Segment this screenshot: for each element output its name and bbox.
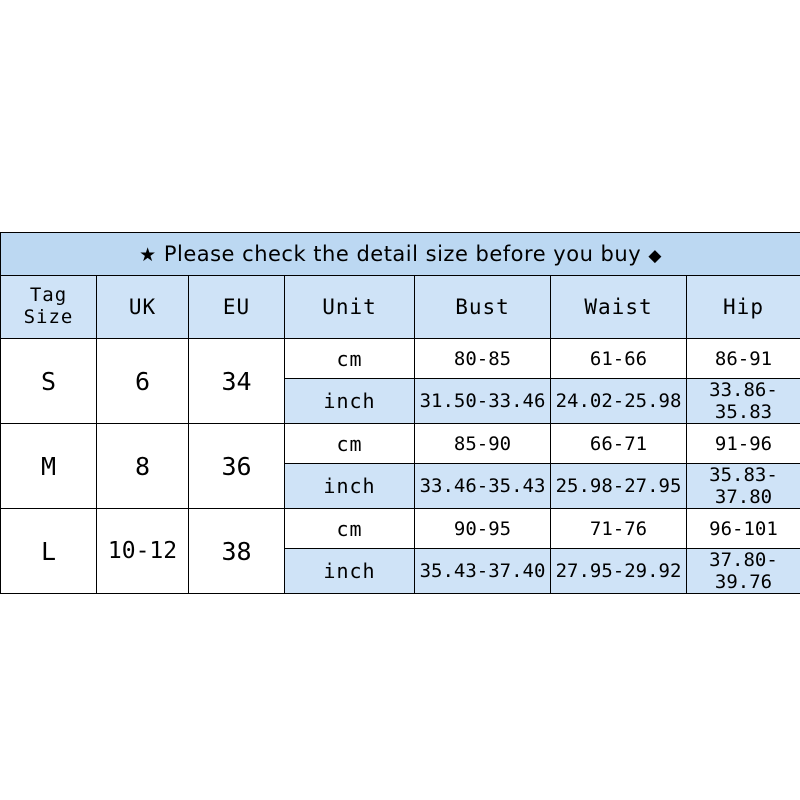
cell-uk: 6 (97, 339, 189, 424)
cell-bust-cm: 90-95 (415, 509, 551, 549)
cell-hip-cm: 91-96 (687, 424, 800, 464)
table-header-row (1, 276, 800, 339)
banner-text: Please check the detail size before you buy (163, 242, 642, 266)
tag-size-line1: Tag (29, 284, 68, 307)
cell-waist-cm: 66-71 (551, 424, 687, 464)
cell-hip-inch: 37.80-39.76 (687, 549, 800, 594)
column-header-hip: Hip (687, 276, 800, 339)
cell-bust-cm: 80-85 (415, 339, 551, 379)
cell-unit-inch: inch (285, 379, 415, 424)
cell-tag-size: L (1, 509, 97, 594)
cell-hip-inch: 33.86-35.83 (687, 379, 800, 424)
cell-waist-cm: 71-76 (551, 509, 687, 549)
column-header-uk: UK (97, 276, 189, 339)
cell-unit-cm: cm (285, 339, 415, 379)
cell-unit-inch: inch (285, 464, 415, 509)
cell-tag-size: M (1, 424, 97, 509)
diamond-icon: ◆ (648, 246, 662, 266)
column-header-tag-size (1, 276, 97, 339)
cell-eu: 38 (189, 509, 285, 594)
cell-waist-cm: 61-66 (551, 339, 687, 379)
column-header-unit: Unit (285, 276, 415, 339)
cell-bust-inch: 33.46-35.43 (415, 464, 551, 509)
cell-hip-cm: 96-101 (687, 509, 800, 549)
cell-hip-cm: 86-91 (687, 339, 800, 379)
banner-cell (1, 233, 800, 276)
table-row (1, 424, 800, 464)
column-header-bust: Bust (415, 276, 551, 339)
cell-uk: 8 (97, 424, 189, 509)
tag-size-line2: Size (23, 306, 74, 328)
cell-unit-inch: inch (285, 549, 415, 594)
cell-uk: 10-12 (97, 509, 189, 594)
cell-tag-size: S (1, 339, 97, 424)
cell-unit-cm: cm (285, 509, 415, 549)
cell-hip-inch: 35.83-37.80 (687, 464, 800, 509)
cell-bust-cm: 85-90 (415, 424, 551, 464)
cell-waist-inch: 24.02-25.98 (551, 379, 687, 424)
cell-waist-inch: 27.95-29.92 (551, 549, 687, 594)
cell-bust-inch: 31.50-33.46 (415, 379, 551, 424)
cell-eu: 34 (189, 339, 285, 424)
cell-bust-inch: 35.43-37.40 (415, 549, 551, 594)
size-chart-table (0, 232, 800, 594)
cell-eu: 36 (189, 424, 285, 509)
star-icon: ★ (139, 244, 157, 266)
cell-unit-cm: cm (285, 424, 415, 464)
column-header-eu: EU (189, 276, 285, 339)
table-row (1, 339, 800, 379)
cell-waist-inch: 25.98-27.95 (551, 464, 687, 509)
table-banner-row (1, 233, 800, 276)
table-row (1, 509, 800, 549)
column-header-waist: Waist (551, 276, 687, 339)
